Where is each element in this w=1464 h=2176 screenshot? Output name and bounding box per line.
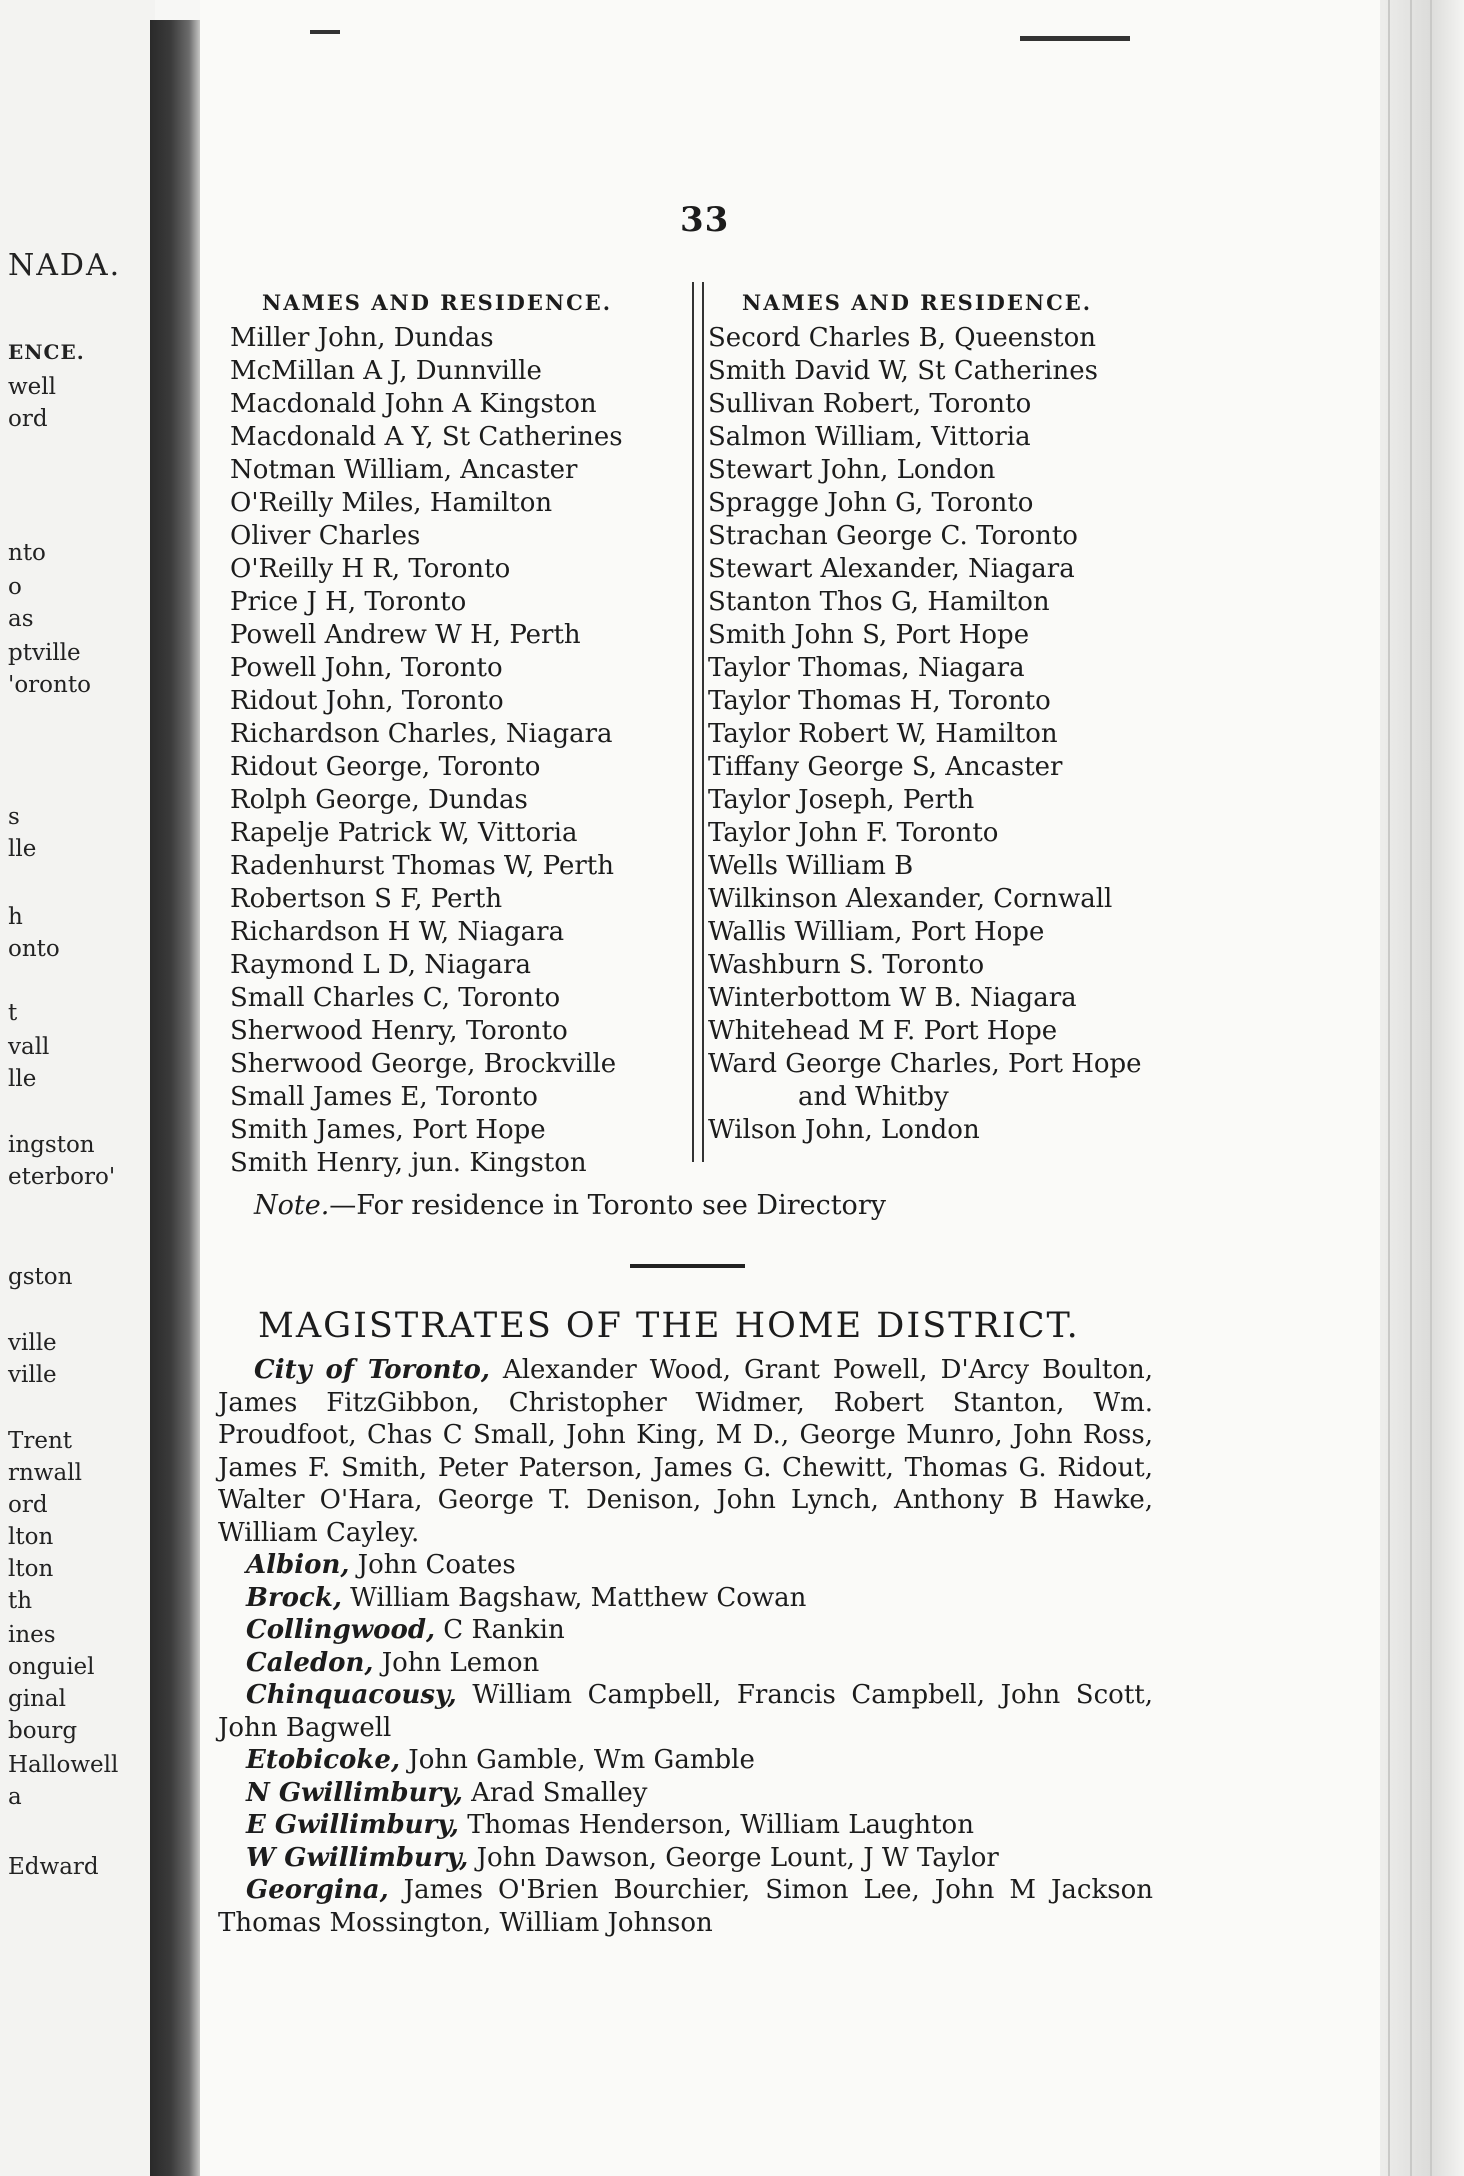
- name-entry: Macdonald A Y, St Catherines: [230, 422, 623, 452]
- left-page-text: ENCE.: [8, 340, 85, 364]
- name-entry: Sullivan Robert, Toronto: [708, 389, 1032, 419]
- name-entry: Richardson H W, Niagara: [230, 917, 565, 947]
- magistrate-names: Arad Smalley: [462, 1777, 648, 1808]
- place-name: N Gwillimbury,: [246, 1777, 463, 1808]
- left-page-text: rnwall: [8, 1460, 82, 1486]
- name-entry: Small James E, Toronto: [230, 1082, 538, 1112]
- magistrate-entry: [218, 1614, 1153, 1647]
- magistrate-entry: [218, 1842, 1153, 1875]
- left-page-text: ptville: [8, 640, 81, 666]
- magistrate-names: Alexander Wood, Grant Powell, D'Arcy Boulton, James FitzGibbon, Christopher Widmer, Robert Stanton, Wm. Proudfoot, Chas C Small, John King, M D., George Munro, John Ross, James F. Smith, Peter Paterson, James G. Chewitt, Thomas G. Ridout, Walter O'Hara, George T. Denison, John Lynch, Anthony B Hawke, William Cayley.: [218, 1355, 1153, 1548]
- left-page-text: a: [8, 1784, 22, 1810]
- name-entry: Smith David W, St Catherines: [708, 356, 1098, 386]
- magistrate-names: William Campbell, Francis Campbell, John Scott, John Bagwell: [218, 1680, 1153, 1743]
- left-page-text: well: [8, 374, 57, 400]
- left-page-heading: NADA.: [8, 248, 122, 283]
- page-number: 33: [680, 200, 730, 240]
- magistrate-names: John Coates: [349, 1550, 516, 1580]
- left-page-text: Edward: [8, 1854, 99, 1880]
- page-edge: [1380, 0, 1464, 2176]
- name-entry: O'Reilly H R, Toronto: [230, 554, 511, 584]
- place-name: Georgina,: [246, 1875, 389, 1905]
- magistrate-entry: [218, 1777, 1153, 1810]
- section-title: MAGISTRATES OF THE HOME DISTRICT.: [258, 1306, 1080, 1346]
- left-page-text: t: [8, 1000, 18, 1026]
- place-name: W Gwillimbury,: [246, 1842, 469, 1873]
- left-page-text: gston: [8, 1264, 73, 1290]
- name-entry: Price J H, Toronto: [230, 587, 467, 617]
- name-entry: McMillan A J, Dunnville: [230, 356, 542, 386]
- name-entry: Taylor John F. Toronto: [708, 818, 999, 848]
- name-entry: Notman William, Ancaster: [230, 455, 578, 485]
- magistrates-list: [218, 1354, 1153, 1939]
- name-entry: Smith James, Port Hope: [230, 1115, 546, 1145]
- left-page-text: ord: [8, 406, 48, 432]
- name-entry: Stewart John, London: [708, 455, 996, 485]
- name-entry: Rolph George, Dundas: [230, 785, 528, 815]
- name-entry: Taylor Joseph, Perth: [708, 785, 975, 815]
- name-entry: Richardson Charles, Niagara: [230, 719, 613, 749]
- left-page-text: nto: [8, 540, 46, 566]
- magistrate-names: John Gamble, Wm Gamble: [400, 1745, 755, 1775]
- name-entry: Stanton Thos G, Hamilton: [708, 587, 1050, 617]
- left-page-text: h: [8, 904, 23, 930]
- name-entry: Ward George Charles, Port Hope: [708, 1049, 1142, 1079]
- name-entry: Wilkinson Alexander, Cornwall: [708, 884, 1113, 914]
- left-page-text: s: [8, 804, 20, 830]
- place-name: E Gwillimbury,: [246, 1810, 459, 1840]
- name-entry: Robertson S F, Perth: [230, 884, 503, 914]
- magistrate-entry: [218, 1582, 1153, 1615]
- left-page-text: ines: [8, 1622, 56, 1648]
- name-entry: Miller John, Dundas: [230, 323, 494, 353]
- magistrate-names: James O'Brien Bourchier, Simon Lee, John M Jackson Thomas Mossington, William Johnson: [218, 1875, 1153, 1938]
- note: [254, 1190, 886, 1221]
- name-entry: Sherwood Henry, Toronto: [230, 1016, 568, 1046]
- name-entry: Wilson John, London: [708, 1115, 980, 1145]
- magistrate-entry: [218, 1679, 1153, 1744]
- left-page-text: lle: [8, 1066, 37, 1092]
- place-name: Albion,: [246, 1550, 350, 1580]
- place-name: Caledon,: [246, 1647, 374, 1678]
- name-entry: Macdonald John A Kingston: [230, 389, 597, 419]
- left-page-text: th: [8, 1588, 33, 1614]
- magistrate-entry: [218, 1354, 1153, 1549]
- left-page-fragment: [0, 0, 155, 2176]
- magistrate-entry: [218, 1874, 1153, 1939]
- left-page-text: ville: [8, 1330, 57, 1356]
- name-entry: Washburn S. Toronto: [708, 950, 985, 980]
- name-entry: Rapelje Patrick W, Vittoria: [230, 818, 578, 848]
- magistrate-entry: [218, 1809, 1153, 1842]
- name-entry: Taylor Thomas H, Toronto: [708, 686, 1051, 716]
- right-name-list: [708, 322, 1142, 1147]
- note-label: Note.: [254, 1190, 330, 1221]
- left-page-text: Trent: [8, 1428, 73, 1454]
- name-entry: Stewart Alexander, Niagara: [708, 554, 1075, 584]
- name-entry: Powell Andrew W H, Perth: [230, 620, 581, 650]
- name-entry: Powell John, Toronto: [230, 653, 503, 683]
- magistrate-entry: [218, 1549, 1153, 1582]
- left-page-text: ville: [8, 1362, 57, 1388]
- left-page-text: bourg: [8, 1718, 78, 1744]
- left-page-text: eterboro': [8, 1164, 116, 1190]
- magistrate-names: C Rankin: [435, 1615, 565, 1645]
- top-mark: [1020, 36, 1130, 41]
- place-name: Brock,: [246, 1582, 342, 1613]
- left-page-text: as: [8, 606, 34, 632]
- name-entry: Oliver Charles: [230, 521, 421, 551]
- left-page-text: lton: [8, 1556, 54, 1582]
- place-name: City of Toronto,: [254, 1355, 490, 1385]
- name-entry: Winterbottom W B. Niagara: [708, 983, 1077, 1013]
- column-divider: [692, 282, 704, 1162]
- left-name-list: [230, 322, 623, 1180]
- place-name: Etobicoke,: [246, 1745, 401, 1775]
- name-entry: Ridout John, Toronto: [230, 686, 504, 716]
- name-entry: Strachan George C. Toronto: [708, 521, 1078, 551]
- name-entry: O'Reilly Miles, Hamilton: [230, 488, 553, 518]
- name-entry: Raymond L D, Niagara: [230, 950, 531, 980]
- magistrate-entry: [218, 1744, 1153, 1777]
- name-entry: Tiffany George S, Ancaster: [708, 752, 1063, 782]
- left-page-text: ginal: [8, 1686, 66, 1712]
- left-page-text: onto: [8, 936, 60, 962]
- left-page-text: lton: [8, 1524, 54, 1550]
- left-page-text: ingston: [8, 1132, 95, 1158]
- name-entry: Smith John S, Port Hope: [708, 620, 1030, 650]
- name-entry: Taylor Robert W, Hamilton: [708, 719, 1058, 749]
- name-entry: Radenhurst Thomas W, Perth: [230, 851, 614, 881]
- magistrate-names: John Dawson, George Lount, J W Taylor: [468, 1842, 999, 1873]
- name-entry: Wallis William, Port Hope: [708, 917, 1045, 947]
- name-entry: Small Charles C, Toronto: [230, 983, 561, 1013]
- left-page-text: onguiel: [8, 1654, 95, 1680]
- name-entry: Ridout George, Toronto: [230, 752, 541, 782]
- name-entry: Secord Charles B, Queenston: [708, 323, 1097, 353]
- name-entry: Sherwood George, Brockville: [230, 1049, 617, 1079]
- section-rule: [630, 1264, 745, 1268]
- magistrate-names: John Lemon: [373, 1647, 540, 1678]
- name-entry: Taylor Thomas, Niagara: [708, 653, 1025, 683]
- place-name: Collingwood,: [246, 1615, 436, 1645]
- note-text: —For residence in Toronto see Directory: [329, 1190, 886, 1221]
- name-entry: Spragge John G, Toronto: [708, 488, 1034, 518]
- magistrate-names: William Bagshaw, Matthew Cowan: [341, 1582, 807, 1613]
- name-entry: Whitehead M F. Port Hope: [708, 1016, 1058, 1046]
- name-entry: Smith Henry, jun. Kingston: [230, 1148, 587, 1178]
- left-column-header: NAMES AND RESIDENCE.: [262, 290, 613, 315]
- top-mark: [310, 30, 340, 34]
- left-page-text: vall: [8, 1034, 50, 1060]
- left-page-text: ord: [8, 1492, 48, 1518]
- magistrate-entry: [218, 1647, 1153, 1680]
- name-entry: Wells William B: [708, 851, 914, 881]
- left-page-text: Hallowell: [8, 1752, 119, 1778]
- right-column-header: NAMES AND RESIDENCE.: [742, 290, 1093, 315]
- left-page-text: 'oronto: [8, 672, 91, 698]
- left-page-text: lle: [8, 836, 37, 862]
- book-gutter-shadow: [150, 20, 202, 2176]
- name-entry: Salmon William, Vittoria: [708, 422, 1031, 452]
- name-entry: and Whitby: [798, 1082, 949, 1112]
- magistrate-names: Thomas Henderson, William Laughton: [458, 1810, 974, 1840]
- left-page-text: o: [8, 574, 22, 600]
- place-name: Chinquacousy,: [246, 1680, 457, 1710]
